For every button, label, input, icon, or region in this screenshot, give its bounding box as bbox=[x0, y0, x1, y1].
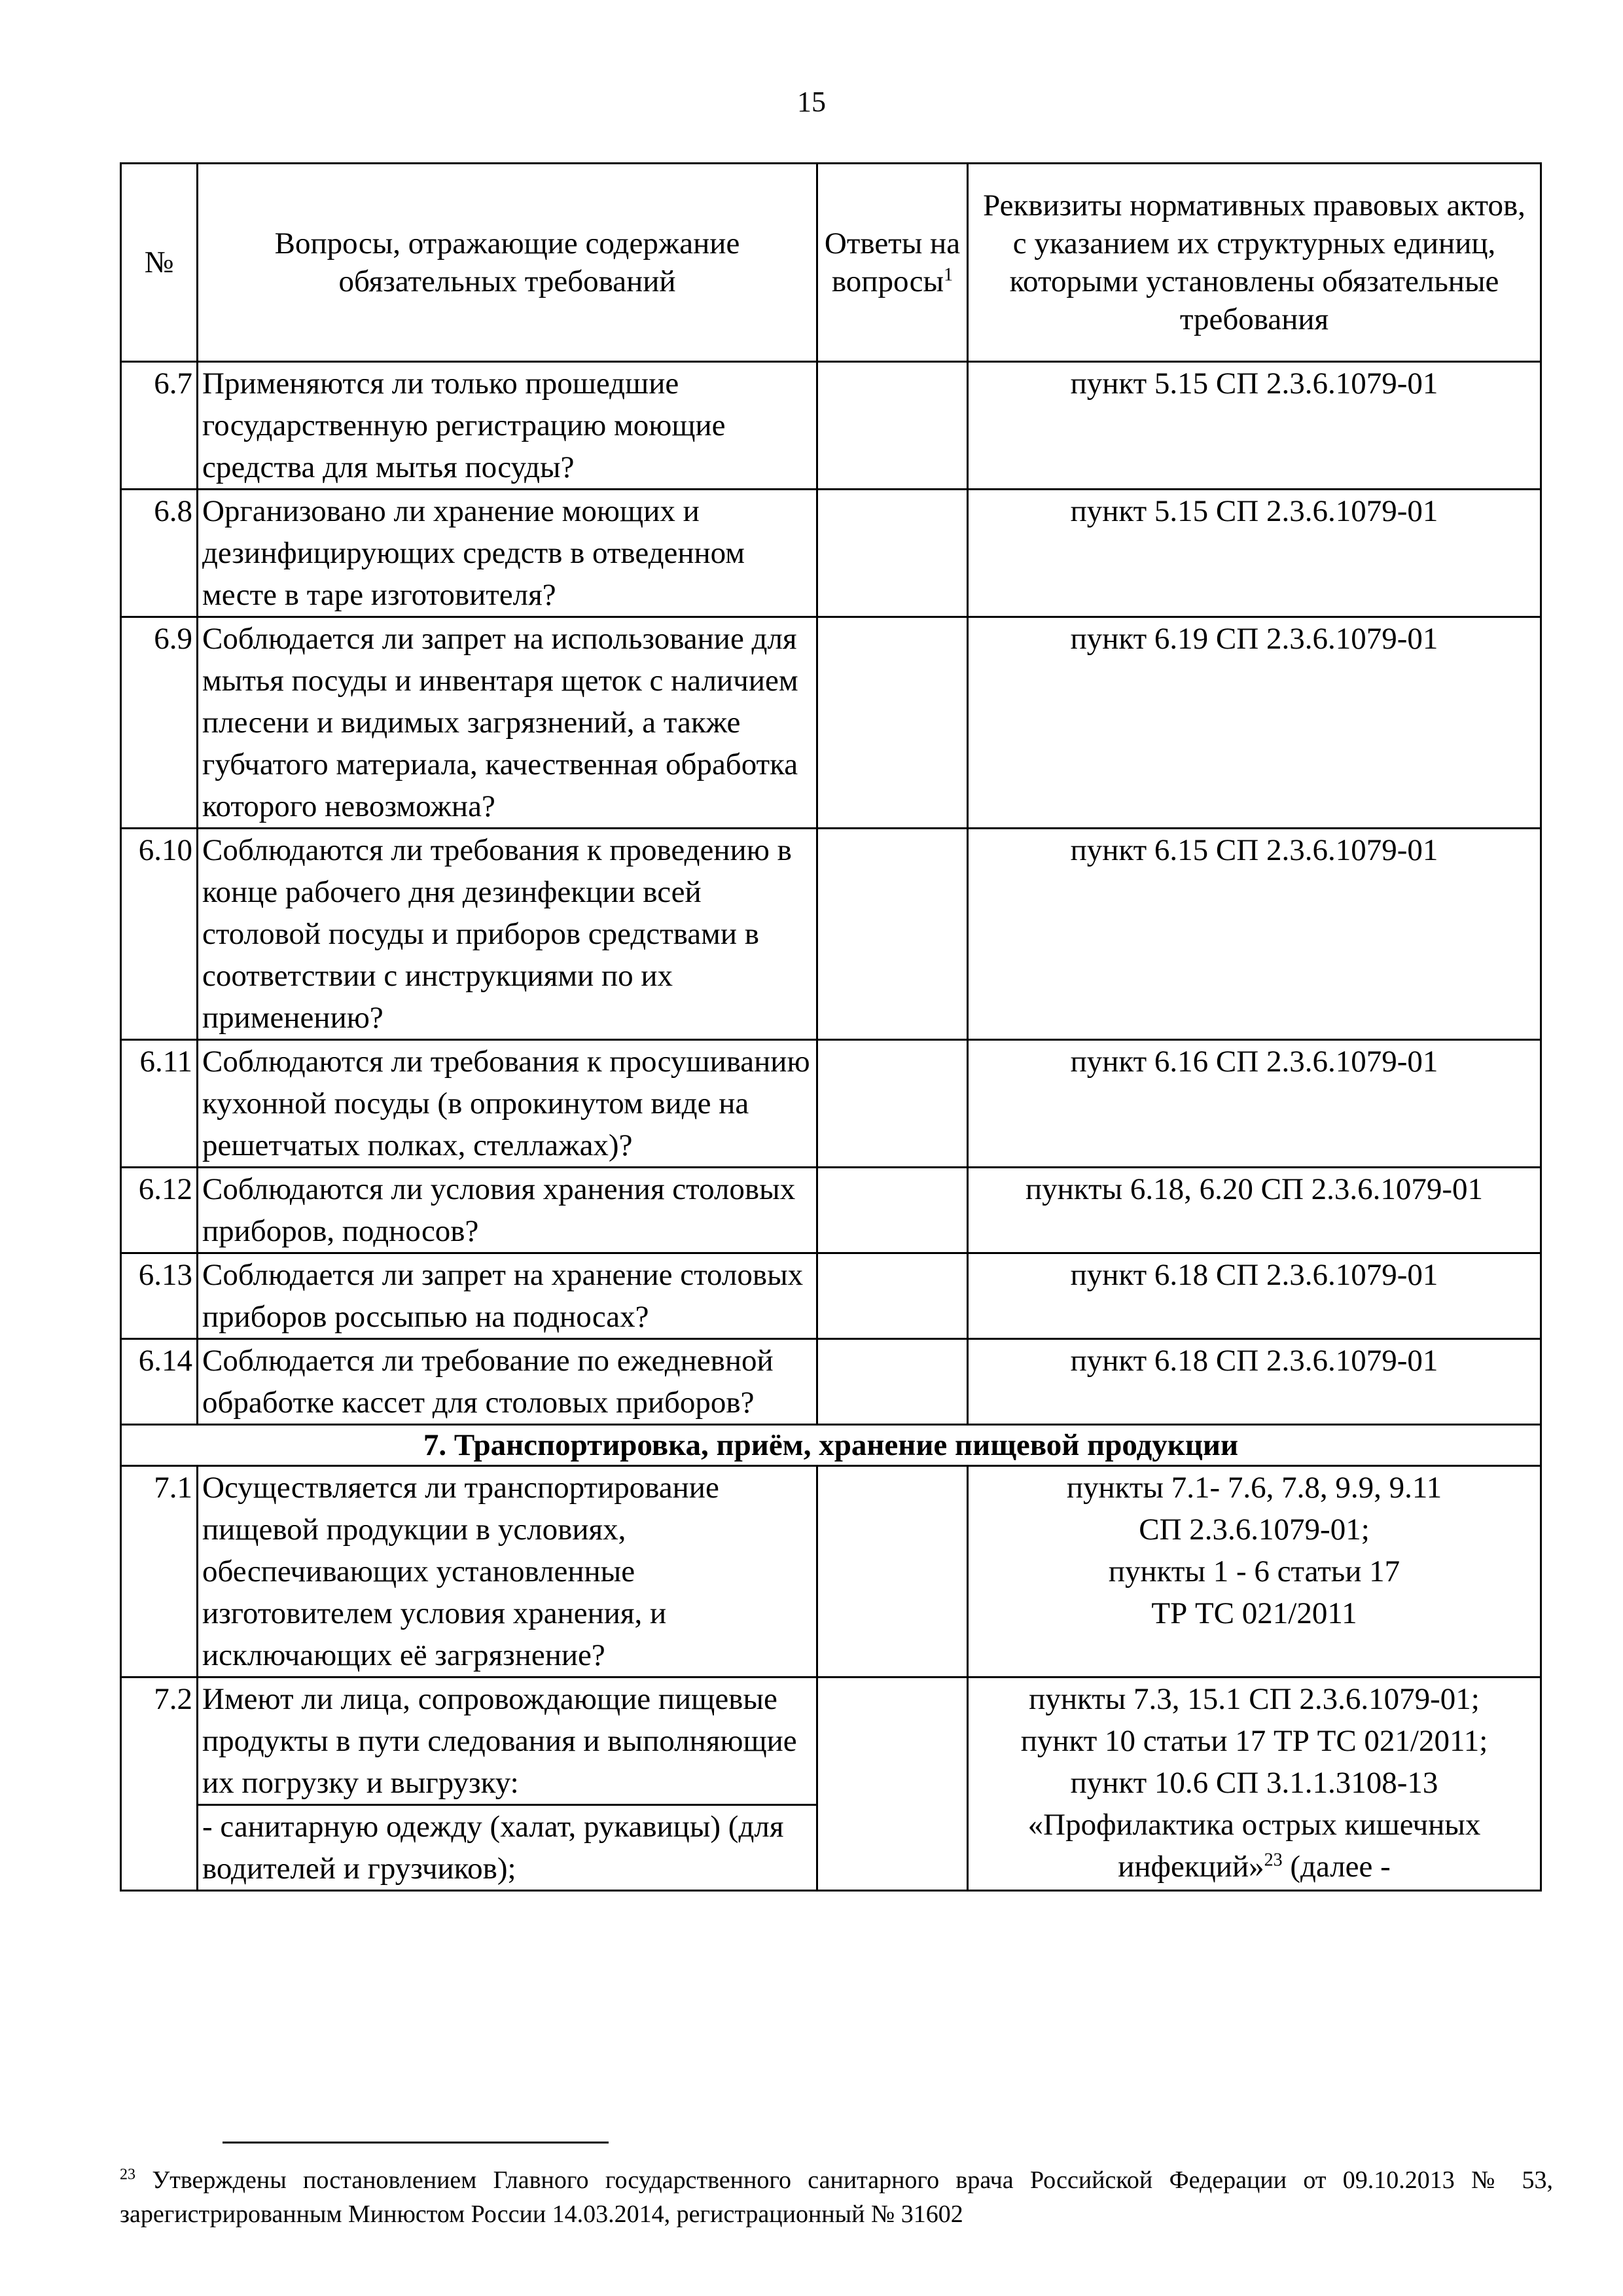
header-num: № bbox=[121, 164, 198, 362]
footnote-text: Утверждены постановлением Главного государственного санитарного врача Российской Федерации от 09.10.2013 № 53, зарегистрированным Минюстом России 14.03.2014, регистрационный № 31602 bbox=[120, 2166, 1553, 2228]
header-question: Вопросы, отражающие содержание обязательных требований bbox=[198, 164, 817, 362]
ref-line: СП 2.3.6.1079-01; bbox=[1139, 1513, 1370, 1547]
row-num: 6.7 bbox=[121, 362, 198, 490]
row-question: Соблюдается ли запрет на использование для мытья посуды и инвентаря щеток с наличием плесени и видимых загрязнений, а также губчатого материала, качественная обработка которого невозможна? bbox=[198, 617, 817, 829]
row-ref: пункт 6.16 СП 2.3.6.1079-01 bbox=[968, 1040, 1541, 1168]
ref-last-text: инфекций» bbox=[1118, 1850, 1264, 1884]
row-ref: пункт 6.15 СП 2.3.6.1079-01 bbox=[968, 829, 1541, 1040]
row-num: 6.13 bbox=[121, 1253, 198, 1339]
row-question: Соблюдаются ли требования к проведению в конце рабочего дня дезинфекции всей столовой посуды и приборов средствами в соответствии с инструкциями по их применению? bbox=[198, 829, 817, 1040]
row-question: Соблюдается ли требование по ежедневной обработке кассет для столовых приборов? bbox=[198, 1339, 817, 1425]
table-row bbox=[121, 490, 1541, 617]
table-row bbox=[121, 617, 1541, 829]
row-answer-cell[interactable] bbox=[817, 490, 968, 617]
table-row bbox=[121, 1168, 1541, 1253]
header-answers-footnote-mark: 1 bbox=[944, 264, 954, 285]
ref-line bbox=[972, 1846, 1536, 1888]
row-answer-cell[interactable] bbox=[817, 1339, 968, 1425]
row-answer-cell[interactable] bbox=[817, 1168, 968, 1253]
footnote-separator bbox=[223, 2142, 609, 2144]
row-answer-cell[interactable] bbox=[817, 617, 968, 829]
footnote bbox=[120, 2163, 1553, 2231]
row-question: Осуществляется ли транспортирование пищевой продукции в условиях, обеспечивающих установленные изготовителем условия хранения, и исключающих её загрязнение? bbox=[198, 1466, 817, 1677]
row-answer-cell[interactable] bbox=[817, 1040, 968, 1168]
row-num: 6.10 bbox=[121, 829, 198, 1040]
row-num: 6.8 bbox=[121, 490, 198, 617]
row-ref: пункт 5.15 СП 2.3.6.1079-01 bbox=[968, 490, 1541, 617]
requirements-table bbox=[120, 162, 1542, 1892]
footnote-number: 23 bbox=[120, 2166, 135, 2183]
row-ref bbox=[968, 1466, 1541, 1677]
row-answer-cell[interactable] bbox=[817, 1253, 968, 1339]
table-row bbox=[121, 829, 1541, 1040]
footnote-mark: 23 bbox=[1264, 1850, 1283, 1871]
section-heading-row bbox=[121, 1425, 1541, 1466]
table-row bbox=[121, 362, 1541, 490]
ref-line: ТР ТС 021/2011 bbox=[1151, 1596, 1357, 1630]
ref-line: пункт 10 статьи 17 ТР ТС 021/2011; bbox=[1020, 1724, 1488, 1758]
row-question: Соблюдаются ли условия хранения столовых приборов, подносов? bbox=[198, 1168, 817, 1253]
row-answer-cell[interactable] bbox=[817, 829, 968, 1040]
ref-line: пункты 7.1- 7.6, 7.8, 9.9, 9.11 bbox=[1066, 1471, 1442, 1505]
table-row bbox=[121, 1253, 1541, 1339]
header-answers-label: Ответы на вопросы bbox=[824, 226, 961, 298]
ref-line: пункты 7.3, 15.1 СП 2.3.6.1079-01; bbox=[1029, 1682, 1480, 1716]
row-num: 6.9 bbox=[121, 617, 198, 829]
row-ref bbox=[968, 1677, 1541, 1891]
ref-line: «Профилактика острых кишечных bbox=[1027, 1808, 1481, 1842]
page-number: 15 bbox=[797, 86, 826, 118]
row-num: 6.14 bbox=[121, 1339, 198, 1425]
table-header-row bbox=[121, 164, 1541, 362]
table-row bbox=[121, 1040, 1541, 1168]
row-answer-cell[interactable] bbox=[817, 1677, 968, 1891]
row-ref: пункты 6.18, 6.20 СП 2.3.6.1079-01 bbox=[968, 1168, 1541, 1253]
row-num: 7.2 bbox=[121, 1677, 198, 1891]
header-answers bbox=[817, 164, 968, 362]
row-ref: пункт 6.18 СП 2.3.6.1079-01 bbox=[968, 1253, 1541, 1339]
row-num: 7.1 bbox=[121, 1466, 198, 1677]
row-subquestion: - санитарную одежду (халат, рукавицы) (для водителей и грузчиков); bbox=[198, 1805, 817, 1891]
row-question: Соблюдается ли запрет на хранение столовых приборов россыпью на подносах? bbox=[198, 1253, 817, 1339]
ref-last-tail: (далее - bbox=[1282, 1850, 1391, 1884]
row-question: Организовано ли хранение моющих и дезинфицирующих средств в отведенном месте в таре изготовителя? bbox=[198, 490, 817, 617]
row-num: 6.11 bbox=[121, 1040, 198, 1168]
row-ref: пункт 6.18 СП 2.3.6.1079-01 bbox=[968, 1339, 1541, 1425]
ref-line: пункт 10.6 СП 3.1.1.3108-13 bbox=[1070, 1766, 1438, 1800]
row-question: Имеют ли лица, сопровождающие пищевые продукты в пути следования и выполняющие их погрузку и выгрузку: bbox=[198, 1677, 817, 1805]
row-question: Соблюдаются ли требования к просушиванию кухонной посуды (в опрокинутом виде на решетчатых полках, стеллажах)? bbox=[198, 1040, 817, 1168]
table-row bbox=[121, 1339, 1541, 1425]
row-ref: пункт 6.19 СП 2.3.6.1079-01 bbox=[968, 617, 1541, 829]
section-7-title: 7. Транспортировка, приём, хранение пищевой продукции bbox=[121, 1425, 1541, 1466]
row-num: 6.12 bbox=[121, 1168, 198, 1253]
row-answer-cell[interactable] bbox=[817, 1466, 968, 1677]
header-requisites: Реквизиты нормативных правовых актов, с указанием их структурных единиц, которыми установлены обязательные требования bbox=[968, 164, 1541, 362]
table-row bbox=[121, 1466, 1541, 1677]
row-ref: пункт 5.15 СП 2.3.6.1079-01 bbox=[968, 362, 1541, 490]
table-row bbox=[121, 1677, 1541, 1805]
row-answer-cell[interactable] bbox=[817, 362, 968, 490]
row-question: Применяются ли только прошедшие государственную регистрацию моющие средства для мытья посуды? bbox=[198, 362, 817, 490]
ref-line: пункты 1 - 6 статьи 17 bbox=[1108, 1554, 1400, 1588]
